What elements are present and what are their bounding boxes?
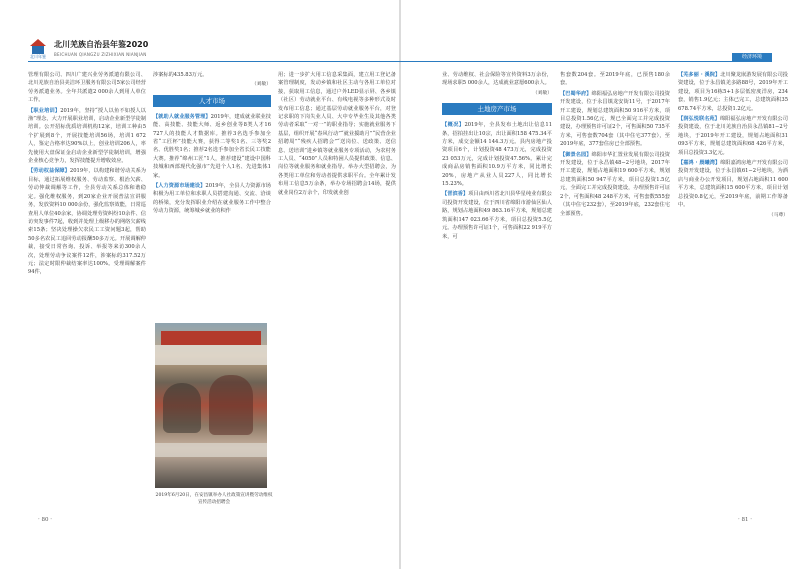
entry-tag: 【人力资源市场建设】 <box>153 183 206 190</box>
author-signature: （刘敏） <box>532 90 552 96</box>
entry-tag: 【职业培训】 <box>28 107 61 114</box>
paragraph <box>28 167 146 276</box>
right-column-2 <box>560 71 670 218</box>
paragraph <box>678 159 788 209</box>
entry-tag: 【润弘悦联名苑】 <box>678 116 720 123</box>
entry-tag: 【劳动权益保障】 <box>28 168 70 175</box>
entry-text: 绵阳福弘房地产开发有限公司投资建设，位于北川羌族自治县永昌镇81−2号地块，于2019年开工建设，规划占地面积31 093平方米，规划总建筑面积68 426平方米，项目总投资3.3亿元。 <box>678 116 788 156</box>
header-divider <box>28 61 400 62</box>
left-column-2 <box>153 71 271 216</box>
yearbook-logo-icon <box>28 38 48 58</box>
author-signature: （刘敏） <box>251 82 271 88</box>
yearbook-header <box>28 38 148 58</box>
header-subtitle: BEICHUAN QIANGZU ZIZHIXIAN NIANJIAN <box>54 52 147 57</box>
header-title: 北川羌族自治县年鉴2020 <box>54 40 149 49</box>
paragraph <box>678 115 788 157</box>
paragraph: 售套数204套。至2019年底，已预售180余套。 <box>560 72 670 87</box>
paragraph: 业、劳动维权、社会保险等宣传资料3万余份，现场求职5 000余人，达成就业意愿600余人。 <box>442 72 552 87</box>
paragraph <box>560 90 670 149</box>
entry-tag: 【晋滨香】 <box>442 191 469 198</box>
paragraph <box>442 121 552 188</box>
section-heading: 人才市场 <box>153 95 271 107</box>
event-photo <box>155 323 267 488</box>
entry-text: 北川聚龙嵌游发展有限公司投资建设，位于永昌镇羌多路88号，2019年开工建设，项目为16栋5+1多层低密度洋房，234套，销售1.9亿元；主体已完工，总建筑面积35 678.74平方米，总投资1.2亿元。 <box>678 72 788 112</box>
paragraph <box>442 190 552 240</box>
entry-text: 绵阳福弘房地产开发有限公司投资开发建设，位于永昌镇龙安街11号，于2017年开工建设，规划总建筑面积50 916平方米，项目总投资1.56亿元，规已全面完工并完成投资建设，办理预售许可证2个，可售面积50 735平方米，可售套数704套（其中住宅377套），至2019年底，377套住房已全部预售。 <box>560 90 670 148</box>
entry-text: 2019年，以构建和谐劳动关系为目标，通过拓展维权服务、劳动监察、根治欠薪、劳动仲裁调解等工作，全县劳动关系总体和谐稳定。强化维权服务，到20家企业开展普法宣讲服务，发放资料10 000余份，强化监察效能，日常巡查用人单位40余家，协调处理劳资纠纷10余件、信访突发事件7起，收到并处理上级移办的网络欠薪线索15条；坚决处理操欠农民工工资问题3起，帮助50多名农民工追回劳动报酬50多万元。开展调解仲裁，接受日常咨询、投诉、举报等来访300余人次，处理劳动争议案件12件，涉案标的317.52万元；法定时限仲裁结案率达100%。受理调解案件94件， <box>28 168 146 276</box>
photo-caption: 2019年6月20日，在安昌镇举办人社政策宣讲暨劳动维权宣传活动招聘会 <box>155 493 273 505</box>
paragraph: 涉案标的435.83万元。 <box>153 72 208 78</box>
right-column-1 <box>442 71 552 241</box>
section-label-tab: 经济环境 <box>732 53 772 62</box>
paragraph: 管理有限公司、四川广建兴业劳务派遣有限公司、北川羌族自治县美洁环卫服务有限公司5家公司经营劳务派遣业务。全年共派遣2 000余人到用人单位工作。 <box>28 72 146 104</box>
entry-tag: 【芜多丽 · 溪院】 <box>678 72 721 78</box>
paragraph <box>153 182 271 216</box>
entry-text: 2019年，建成就业联业技能、高技能、技能大师、返乡创业等8类人才16 727人的技能人才数据库。推荐3名选手参加全省“工匠杯”技能大赛，获得二等奖1名、三等奖2名、优胜奖1名；推荐2名选手参加全省长民工技能大赛。推荐“绵州工匠”1人，推荐建设“建设中国科技城和西部现代化强市”先进个人1名、先进集体1家。 <box>153 113 271 179</box>
paragraph <box>153 113 271 180</box>
paragraph: 用；进一步扩大用工信息采集面，建立用工登记备案管理制度，发动乡镇和社区主动与各用工单位对接，获取用工信息，通过户外LED显示屏、各乡镇（社区）劳动就业平台、有线电视等多种形式及时发布用工信息；通过基层劳动就业服务平台，对登记求职的下岗失业人员、大中专毕业生及其他各类劳动者采取“一对一”的职业指导；实施就业服务下基层，组织开展“春风行动”“就业援助月”“民营企业招聘周”“残疾人招聘会”“送岗位、送政策、送信息、送培训”进乡镇等就业服务专项活动，为农村务工人员、“4050”人员和特困人员提供政策、信息、岗位等就业服务和就业指导。举办大型招聘会，为各类用工单位和劳动者提供求职平台。全年累计发布用工信息5万余条，举办专场招聘会14场，提供就业岗位2万余个，印发就业创 <box>278 72 396 196</box>
right-column-3 <box>678 71 788 220</box>
left-column-3 <box>278 71 396 197</box>
entry-tag: 【就助人就业服务管理】 <box>153 113 211 120</box>
paragraph <box>560 151 670 218</box>
entry-text: 项目由西川省北川县华星纯业有限公司投资开发建设，位于四川省绵阳市游仙区仙人路，规划占地面积49 863.16平方米，规划总建筑面积147 023.66平方米，项目总投资5.5亿元。办理预售许可证1个，可售面积22 919平方米，可 <box>442 191 552 240</box>
entry-text: 绵阳市华汇置业发展有限公司投资开发建设，位于永昌镇48−2号地块，2017年开工建设，规划占地面积19 600平方米，规划总建筑面积50 947平方米，项目总投资1.5亿元，全面完工并完成投资建设，办理预售许可证2个，可售面积48 248平方米，可售套数555套（其中住宅232套），至2019年底，232套住宅全部预售。 <box>560 151 670 217</box>
header-divider <box>400 61 740 62</box>
entry-tag: 【概况】 <box>442 122 465 129</box>
logo-subtext: 北川年鉴 <box>30 54 46 59</box>
author-signature: （马尊） <box>768 212 788 218</box>
entry-tag: 【巴蜀华府】 <box>560 90 592 97</box>
entry-text: 绵阳嘉鸿房地产开发有限公司投资开发建设，位于永昌镇61−2号地块，为酒店与商业办公开发项目，规划占地面积11 600平方米，总建筑面积15 600平方米，项目计划总投资0.8亿元，至2019年底，前期工作筹备中。 <box>678 160 788 209</box>
page-number: · 81 · <box>738 517 752 523</box>
left-column-1 <box>28 71 146 277</box>
page-number: · 80 · <box>38 517 52 523</box>
right-page <box>400 0 800 569</box>
section-heading: 土地房产市场 <box>442 103 552 115</box>
entry-text: 2019年，全县发布土地出让信息11条，招拍挂出让10宗，出让面积158 475.34平方米，成交金额14 144.3万元。县内房地产投资项目6个，计划投资48 473万元，完成投资23 053万元，完成计划投资47.56%。累计完成商品房销售面积10.9万平方米，同比增长20%，房地产从业人员227人，同比增长15.23%。 <box>442 122 552 188</box>
entry-tag: 【嘉鸿 · 晨曦湾】 <box>678 160 721 167</box>
entry-text: 2019年，坚持“授人以鱼不如授人以渔”理念，大力开展职业培训，启动企业新型学徒制培训。公开招标优质培训机构12家，培训工种由5个扩展到8个，开展技能培训56场，培训1 672人，鉴定合格率达90%以上，创业培训206人，率先使用大盘保证金启动企业新型学徒制培训，增强企业核心竞争力，发挥技能提升增收效应。 <box>28 107 146 165</box>
paragraph <box>678 71 788 113</box>
entry-text: 2019年，全县人力资源市场积极为用工单位和求职人员搭建沟通、交流、洽谈的桥梁，充分发挥职业介绍在就业服务工作中整合劳动力资源，统筹城乡就业的积作 <box>153 183 271 215</box>
entry-tag: 【御景名园】 <box>560 151 592 158</box>
paragraph <box>28 107 146 166</box>
